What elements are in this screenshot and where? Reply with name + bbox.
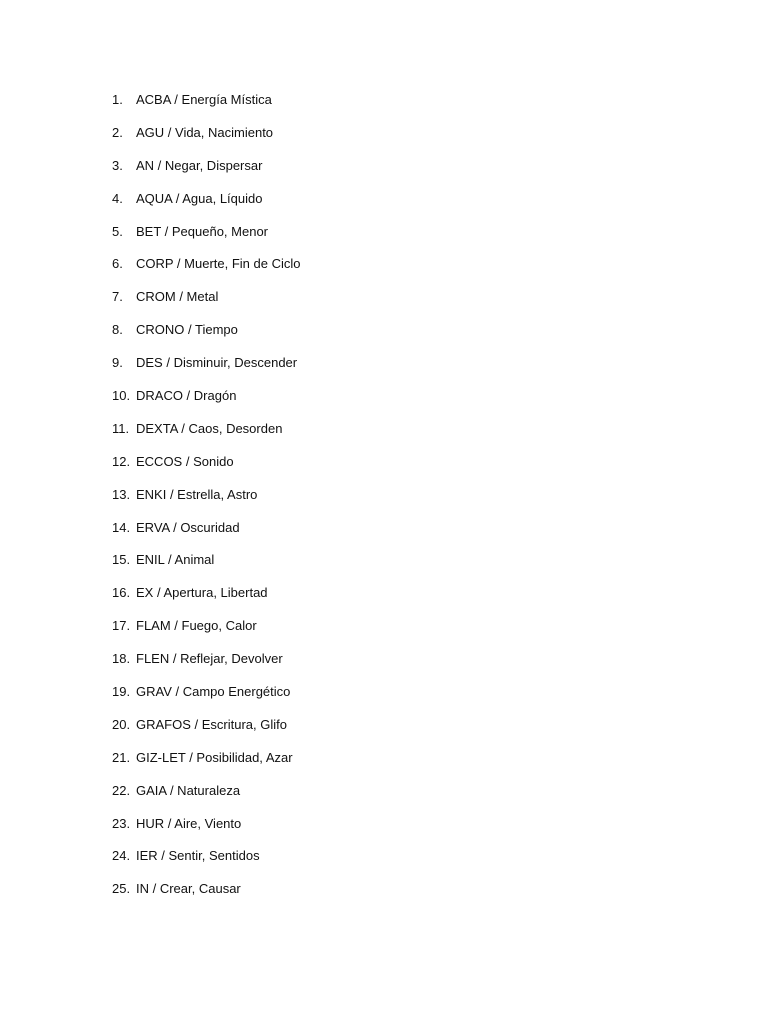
list-item xyxy=(112,520,300,553)
item-number: 3. xyxy=(112,157,123,173)
item-text: DES / Disminuir, Descender xyxy=(136,355,298,371)
list-item xyxy=(112,355,300,388)
item-number: 16. xyxy=(112,585,131,601)
item-number: 15. xyxy=(112,552,131,568)
list-item xyxy=(112,92,300,125)
item-number: 10. xyxy=(112,388,131,404)
item-number: 8. xyxy=(112,322,123,338)
item-number: 11. xyxy=(112,420,130,436)
item-number: 6. xyxy=(112,256,123,272)
item-number: 24. xyxy=(112,848,131,864)
item-number: 14. xyxy=(112,519,131,535)
list-item xyxy=(112,158,300,191)
word-list xyxy=(112,92,300,914)
item-number: 2. xyxy=(112,124,123,140)
list-item xyxy=(112,322,300,355)
item-number: 25. xyxy=(112,881,131,897)
list-item xyxy=(112,618,300,651)
item-text: GRAFOS / Escritura, Glifo xyxy=(136,716,287,732)
list-item xyxy=(112,289,300,322)
list-item xyxy=(112,848,300,881)
item-number: 20. xyxy=(112,716,131,732)
list-item xyxy=(112,881,300,914)
item-text: ENIL / Animal xyxy=(136,552,215,568)
item-number: 13. xyxy=(112,486,131,502)
item-text: ECCOS / Sonido xyxy=(136,453,234,469)
item-text: GRAV / Campo Energético xyxy=(136,684,291,700)
item-number: 12. xyxy=(112,453,131,469)
item-text: ENKI / Estrella, Astro xyxy=(136,486,258,502)
list-item xyxy=(112,552,300,585)
item-text: CRONO / Tiempo xyxy=(136,322,238,338)
list-item xyxy=(112,388,300,421)
list-item xyxy=(112,256,300,289)
item-number: 1. xyxy=(112,92,123,107)
item-text: ACBA / Energía Mística xyxy=(136,92,272,107)
item-number: 22. xyxy=(112,782,131,798)
list-item xyxy=(112,717,300,750)
list-item xyxy=(112,750,300,783)
item-text: AQUA / Agua, Líquido xyxy=(136,190,263,206)
list-item xyxy=(112,224,300,257)
item-number: 23. xyxy=(112,815,131,831)
item-number: 18. xyxy=(112,651,131,667)
item-number: 7. xyxy=(112,289,123,305)
list-item xyxy=(112,191,300,224)
item-number: 19. xyxy=(112,684,131,700)
item-number: 5. xyxy=(112,223,123,239)
item-number: 17. xyxy=(112,618,131,634)
list-item xyxy=(112,487,300,520)
item-text: IN / Crear, Causar xyxy=(136,881,241,897)
item-number: 21. xyxy=(112,749,131,765)
item-text: DEXTA / Caos, Desorden xyxy=(136,420,283,436)
list-item xyxy=(112,421,300,454)
item-text: CORP / Muerte, Fin de Ciclo xyxy=(136,256,301,272)
list-item xyxy=(112,684,300,717)
item-number: 9. xyxy=(112,355,123,371)
list-item xyxy=(112,454,300,487)
list-item xyxy=(112,651,300,684)
item-number: 4. xyxy=(112,190,123,206)
list-item xyxy=(112,816,300,849)
list-item xyxy=(112,783,300,816)
item-text: ERVA / Oscuridad xyxy=(136,519,240,535)
item-text: FLAM / Fuego, Calor xyxy=(136,618,257,634)
item-text: AN / Negar, Dispersar xyxy=(136,157,263,173)
item-text: GIZ-LET / Posibilidad, Azar xyxy=(136,749,293,765)
item-text: HUR / Aire, Viento xyxy=(136,815,242,831)
list-item xyxy=(112,585,300,618)
item-text: AGU / Vida, Nacimiento xyxy=(136,124,274,140)
list-item xyxy=(112,125,300,158)
item-text: IER / Sentir, Sentidos xyxy=(136,848,260,864)
item-text: GAIA / Naturaleza xyxy=(136,782,241,798)
item-text: DRACO / Dragón xyxy=(136,388,237,404)
item-text: CROM / Metal xyxy=(136,289,219,305)
item-text: BET / Pequeño, Menor xyxy=(136,223,269,239)
item-text: FLEN / Reflejar, Devolver xyxy=(136,651,283,667)
item-text: EX / Apertura, Libertad xyxy=(136,585,268,601)
